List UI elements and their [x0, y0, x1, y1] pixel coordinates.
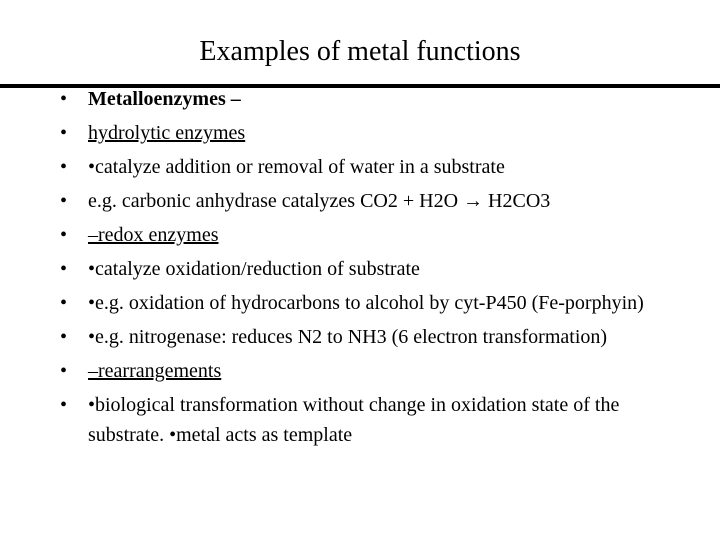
bullet-dot-icon: •	[60, 394, 68, 416]
bullet-text: •e.g. oxidation of hydrocarbons to alcohol by cyt-P450 (Fe-porphyin)	[88, 292, 644, 314]
bullet-text: •catalyze oxidation/reduction of substrate	[88, 258, 420, 280]
bullet-dot-icon: •	[60, 122, 68, 144]
bullet-item	[60, 356, 700, 386]
bullet-text: hydrolytic enzymes	[88, 122, 246, 144]
bullet-list	[60, 84, 700, 454]
bullet-dot-icon: •	[60, 360, 68, 382]
bullet-dot-icon: •	[60, 224, 68, 246]
slide-title: Examples of metal functions	[199, 36, 521, 67]
bullet-text: –rearrangements	[88, 360, 222, 382]
bullet-item	[60, 118, 700, 148]
bullet-dot-icon: •	[60, 156, 68, 178]
bullet-text: •biological transformation without change in oxidation state of the substrate. •metal acts as template	[88, 394, 620, 446]
bullet-item	[60, 220, 700, 250]
bullet-dot-icon: •	[60, 258, 68, 280]
bullet-dot-icon: •	[60, 326, 68, 348]
bullet-dot-icon: •	[60, 292, 68, 314]
bullet-item	[60, 186, 700, 216]
bullet-dot-icon: •	[60, 88, 68, 110]
bullet-item	[60, 84, 700, 114]
bullet-text: Metalloenzymes –	[88, 88, 241, 110]
bullet-item	[60, 288, 700, 318]
bullet-item	[60, 390, 700, 450]
bullet-text: •catalyze addition or removal of water in a substrate	[88, 156, 505, 178]
bullet-item	[60, 322, 700, 352]
bullet-text: •e.g. nitrogenase: reduces N2 to NH3 (6 electron transformation)	[88, 326, 608, 348]
bullet-item	[60, 254, 700, 284]
bullet-item	[60, 152, 700, 182]
bullet-dot-icon: •	[60, 190, 68, 212]
bullet-text: e.g. carbonic anhydrase catalyzes CO2 + H2O → H2CO3	[88, 190, 551, 212]
bullet-text: –redox enzymes	[88, 224, 219, 246]
